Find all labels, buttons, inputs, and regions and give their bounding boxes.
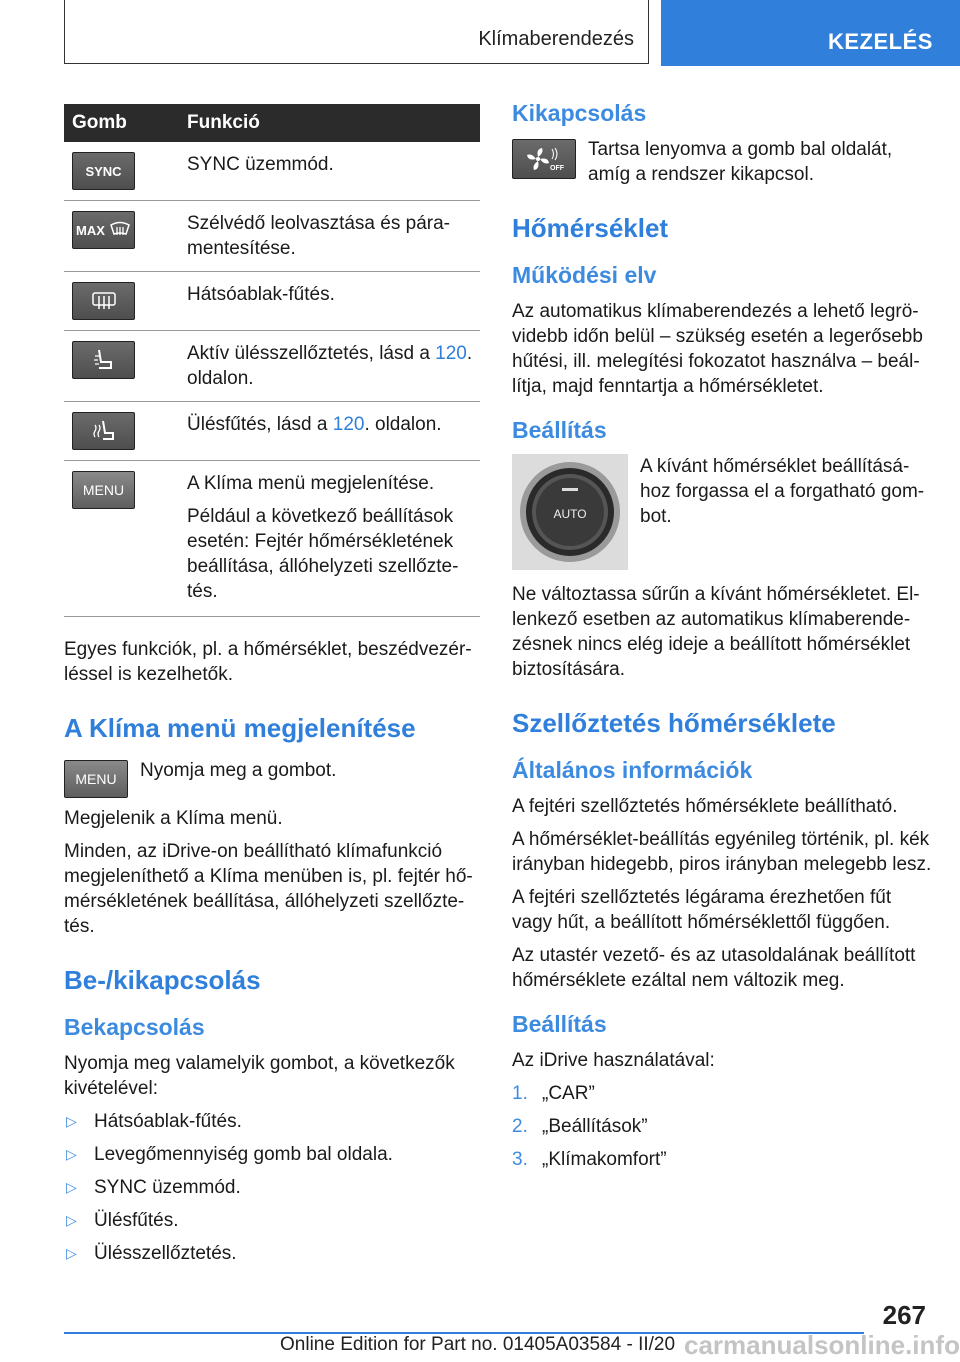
triangle-bullet-icon: ▷ — [66, 1113, 77, 1129]
fan-icon — [524, 145, 564, 173]
header-tab-label: KEZELÉS — [828, 29, 933, 54]
heading-switch-on: Bekapcsolás — [64, 1014, 205, 1040]
table-row — [64, 272, 480, 331]
table-cell-function-note: Például a következő beállítások esetén: Fejtér hőmérsékletének beállítása, állóhelyzeti szellőzte-tés. — [187, 506, 459, 602]
seat-vent-icon — [91, 348, 117, 372]
page-link[interactable]: 120 — [435, 343, 467, 364]
table-cell-function: SYNC üzemmód. — [187, 154, 334, 175]
heading-vent-temperature: Szellőztetés hőmérséklete — [512, 708, 836, 738]
table-cell-function: Szélvédő leolvasztása és pára-mentesítése. — [187, 213, 450, 259]
table-row — [64, 331, 480, 402]
list-item: ▷ Ülésfűtés. — [66, 1210, 179, 1231]
list-item: ▷ Levegőmennyiség gomb bal oldala. — [66, 1144, 393, 1165]
heading-principle: Működési elv — [512, 262, 657, 288]
max-label: MAX — [76, 222, 105, 238]
menu-instruction-text: Nyomja meg a gombot. — [140, 760, 337, 781]
auto-label: AUTO — [553, 507, 587, 521]
menu-instruction — [64, 758, 480, 798]
paragraph: A fejtéri szellőztetés légárama érezhetően fűt vagy hűt, a beállított hőmérséklettől függően. — [512, 887, 892, 933]
heading-show-menu: A Klíma menü megjelenítése — [64, 713, 416, 743]
list-item: ▷ SYNC üzemmód. — [66, 1177, 241, 1198]
temperature-knob-image — [512, 454, 628, 570]
right-column — [512, 100, 932, 1180]
rear-defrost-icon — [90, 290, 118, 312]
footer-edition: Online Edition for Part no. 01405A03584 - II/20 — [280, 1334, 676, 1355]
rotary-knob-icon — [512, 454, 628, 570]
table-cell-function: Hátsóablak-fűtés. — [187, 284, 335, 305]
fan-off-button-icon — [512, 139, 576, 179]
list-item: 1. „CAR” — [512, 1083, 595, 1104]
heading-temperature: Hőmérséklet — [512, 213, 669, 243]
table-cell-function: Ülésfűtés, lásd a 120. oldalon. — [187, 414, 442, 435]
seat-ventilation-button-icon — [72, 341, 135, 379]
heading-setting-2: Beállítás — [512, 1011, 607, 1037]
page-header — [0, 0, 960, 66]
left-column — [64, 104, 480, 1274]
table-header — [64, 104, 480, 142]
table-cell-function: Aktív ülésszellőztetés, lásd a 120. oldalon. — [187, 343, 473, 389]
watermark: carmanualsonline.info — [684, 1330, 960, 1360]
table-row — [64, 201, 480, 272]
paragraph: Nyomja meg valamelyik gombot, a következők kivételével: — [64, 1053, 455, 1099]
table-cell-function: A Klíma menü megjelenítése. — [187, 473, 435, 494]
paragraph: Megjelenik a Klíma menü. — [64, 808, 283, 829]
voice-control-note: Egyes funkciók, pl. a hőmérséklet, beszédvezér-léssel is kezelhetők. — [64, 639, 472, 685]
menu-button-icon: MENU — [64, 760, 128, 798]
windshield-defrost-icon — [109, 221, 131, 239]
knob-instruction-text: A kívánt hőmérséklet beállításá-hoz forgassa el a forgatható gom-bot. — [640, 456, 925, 527]
triangle-bullet-icon: ▷ — [66, 1212, 77, 1228]
table-row — [64, 461, 480, 617]
header-tab[interactable] — [661, 0, 960, 66]
menu-button-icon: MENU — [72, 471, 135, 509]
list-item: 3. „Klímakomfort” — [512, 1149, 667, 1170]
button-function-table — [64, 104, 480, 617]
paragraph: A hőmérséklet-beállítás egyénileg történik, pl. kék irányban hidegebb, piros irányban melegebb lesz. — [512, 829, 932, 875]
off-label: OFF — [550, 165, 564, 172]
exception-list — [64, 1109, 480, 1266]
list-item: ▷ Ülésszellőztetés. — [66, 1243, 237, 1264]
off-instruction-text: Tartsa lenyomva a gomb bal oldalát, amíg a rendszer kikapcsol. — [588, 139, 893, 185]
table-header-function: Funkció — [187, 112, 260, 133]
list-item: 2. „Beállítások” — [512, 1116, 648, 1137]
triangle-bullet-icon: ▷ — [66, 1146, 77, 1162]
idrive-steps — [512, 1081, 932, 1172]
heading-on-off: Be-/kikapcsolás — [64, 965, 261, 995]
header-section-title: Klímaberendezés — [478, 28, 634, 50]
max-defrost-button-icon — [72, 211, 135, 249]
table-row — [64, 142, 480, 201]
heading-switch-off: Kikapcsolás — [512, 100, 647, 126]
heading-general-info: Általános információk — [512, 757, 753, 783]
list-item: ▷ Hátsóablak-fűtés. — [66, 1111, 242, 1132]
paragraph: Az utastér vezető- és az utasoldalának beállított hőmérséklete ezáltal nem változik meg. — [512, 945, 916, 991]
page-number: 267 — [882, 1300, 926, 1330]
paragraph: Az iDrive használatával: — [512, 1050, 715, 1071]
paragraph: A fejtéri szellőztetés hőmérséklete beállítható. — [512, 796, 898, 817]
seat-heating-button-icon — [72, 412, 135, 450]
header-section-box — [64, 0, 649, 64]
sync-button-icon: SYNC — [72, 152, 135, 190]
rear-window-heating-button-icon — [72, 282, 135, 320]
heading-setting: Beállítás — [512, 417, 607, 443]
paragraph: Minden, az iDrive-on beállítható klímafunkció megjeleníthető a Klíma menüben is, pl. fejtér hő-mérsékletének beállítása, állóhelyzeti szellőzte-tés. — [64, 841, 473, 937]
page-link[interactable]: 120 — [332, 414, 365, 435]
knob-instruction — [512, 454, 932, 570]
seat-heat-icon — [91, 419, 117, 443]
paragraph: Ne változtassa sűrűn a kívánt hőmérsékletet. El-lenkező esetben az automatikus klímaberende-zésnek nincs elég ideje a beállított hőmérséklet biztosítására. — [512, 584, 920, 680]
triangle-bullet-icon: ▷ — [66, 1245, 77, 1261]
table-row — [64, 402, 480, 461]
paragraph: Az automatikus klímaberendezés a lehető legrö-videbb időn belül – szükség esetén a legerősebb hűtési, ill. melegítési fokozatot használva – beál-lítja, majd fenntartja a hőmérsékletet. — [512, 301, 923, 397]
triangle-bullet-icon: ▷ — [66, 1179, 77, 1195]
table-header-button: Gomb — [72, 112, 127, 133]
off-instruction — [512, 137, 932, 187]
